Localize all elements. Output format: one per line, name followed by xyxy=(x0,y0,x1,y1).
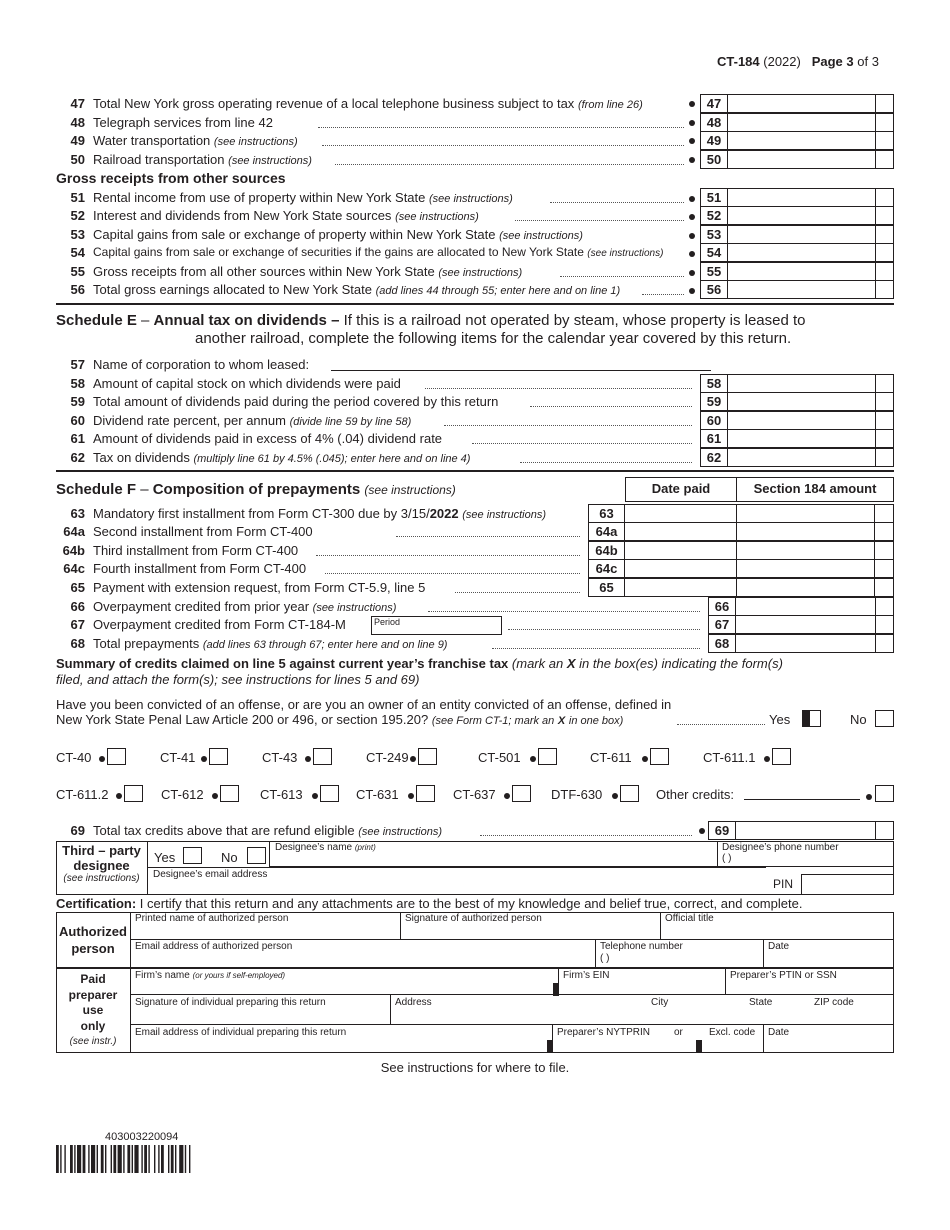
line-51-box: 51 xyxy=(700,188,728,207)
no-label: No xyxy=(850,712,867,727)
yes-checkbox[interactable] xyxy=(802,710,821,727)
summary-title: Summary of credits claimed on line 5 against current year’s franchise tax (mark an X in the box(es) indicating the form(s) xyxy=(56,656,783,671)
line-57-label: Name of corporation to whom leased: xyxy=(93,357,310,372)
line-54-cents[interactable] xyxy=(876,243,894,262)
line-51-num: 51 xyxy=(70,190,85,205)
credit-ct-41-label: CT-41 xyxy=(160,750,196,765)
line-62-num: 62 xyxy=(70,450,85,465)
credit-ct-637-checkbox[interactable] xyxy=(512,785,531,802)
conviction-question: Have you been convicted of an offense, or are you an owner of an entity convicted of an offense, defined in xyxy=(56,697,672,712)
designee-name-field[interactable]: Designee’s name (print) xyxy=(269,841,718,867)
line-58-num: 58 xyxy=(70,376,85,391)
line-65-label: Payment with extension request, from Form CT-5.9, line 5 xyxy=(93,580,426,595)
line-64c-amount[interactable] xyxy=(737,559,875,578)
line-64c-num: 64c xyxy=(63,561,85,576)
bullet xyxy=(504,793,510,799)
bullet xyxy=(689,196,695,202)
bullet xyxy=(689,120,695,126)
line-57-num: 57 xyxy=(70,357,85,372)
line-54-box: 54 xyxy=(700,243,728,262)
line-62-cents[interactable] xyxy=(876,448,894,467)
line-58-amount[interactable] xyxy=(728,374,876,393)
line-55-box: 55 xyxy=(700,262,728,281)
designee-email-field[interactable]: Designee’s email address xyxy=(148,867,766,895)
credit-ct-43-label: CT-43 xyxy=(262,750,298,765)
col-date-paid: Date paid xyxy=(625,477,737,502)
auth-phone-field[interactable]: Telephone number ( ) xyxy=(596,940,764,968)
other-credits-field[interactable] xyxy=(744,799,860,800)
line-48-label: Telegraph services from line 42 xyxy=(93,115,273,130)
line-48-cents[interactable] xyxy=(876,113,894,132)
line-50-amount[interactable] xyxy=(728,150,876,169)
ptin-field[interactable]: Preparer’s PTIN or SSN xyxy=(726,968,894,995)
leader xyxy=(530,406,692,407)
conviction-question-2: New York State Penal Law Article 200 or 496, or section 195.20? (see Form CT-1; mark an X in one box) xyxy=(56,712,624,727)
yes-label: Yes xyxy=(769,712,791,727)
line-59-amount[interactable] xyxy=(728,392,876,411)
schedule-f-header: Schedule F – Composition of prepayments (see instructions) xyxy=(56,481,456,498)
line-50-num: 50 xyxy=(70,152,85,167)
gross-receipts-heading: Gross receipts from other sources xyxy=(56,170,286,186)
line-64c-box: 64c xyxy=(588,559,625,578)
bullet xyxy=(689,270,695,276)
line-61-amount[interactable] xyxy=(728,429,876,448)
schedule-e-desc: another railroad, complete the following items for the calendar year covered by this return. xyxy=(195,330,792,347)
barcode xyxy=(56,1145,240,1173)
line-68-box: 68 xyxy=(708,634,736,653)
auth-email-field[interactable]: Email address of authorized person xyxy=(131,940,596,968)
bullet xyxy=(689,288,695,294)
line-63-cents[interactable] xyxy=(875,504,894,523)
preparer-signature-field[interactable]: Signature of individual preparing this return xyxy=(131,995,391,1025)
line-64b-amount[interactable] xyxy=(737,541,875,560)
line-49-num: 49 xyxy=(70,133,85,148)
line-66-label: Overpayment credited from prior year (see instructions) xyxy=(93,599,397,614)
line-49-box: 49 xyxy=(700,131,728,150)
other-credits-checkbox[interactable] xyxy=(875,785,894,802)
line-61-cents[interactable] xyxy=(876,429,894,448)
bullet xyxy=(689,157,695,163)
line-54-num: 54 xyxy=(70,245,85,260)
bullet xyxy=(410,756,416,762)
schedule-e-header: Schedule E – Annual tax on dividends – If this is a railroad not operated by steam, whose property is leased to xyxy=(56,312,806,329)
preparer-date-field[interactable]: Date xyxy=(768,1027,790,1038)
leader xyxy=(396,536,580,537)
credit-ct-611.2-checkbox[interactable] xyxy=(124,785,143,802)
line-67-cents[interactable] xyxy=(876,615,894,634)
leader xyxy=(492,648,700,649)
line-64a-box: 64a xyxy=(588,522,625,541)
line-63-label: Mandatory first installment from Form CT-300 due by 3/15/2022 (see instructions) xyxy=(93,506,546,521)
bullet xyxy=(312,793,318,799)
credit-ct-631-checkbox[interactable] xyxy=(416,785,435,802)
line-64c-cents[interactable] xyxy=(875,559,894,578)
bullet xyxy=(699,828,705,834)
credit-ct-43-checkbox[interactable] xyxy=(313,748,332,765)
line-51-cents[interactable] xyxy=(876,188,894,207)
line-66-num: 66 xyxy=(70,599,85,614)
preparer-address-field[interactable]: Address City State ZIP code xyxy=(391,995,894,1025)
line-53-amount[interactable] xyxy=(728,225,876,244)
leader xyxy=(318,127,684,128)
line-60-num: 60 xyxy=(70,413,85,428)
col-section-184-amount: Section 184 amount xyxy=(736,477,894,502)
line-52-box: 52 xyxy=(700,206,728,225)
leader xyxy=(677,724,765,725)
line-56-cents[interactable] xyxy=(876,280,894,299)
line-64b-box: 64b xyxy=(588,541,625,560)
auth-date-field[interactable]: Date xyxy=(768,941,790,952)
credit-dtf-630-label: DTF-630 xyxy=(551,787,603,802)
leader xyxy=(515,220,684,221)
certification: Certification: I certify that this return and any attachments are to the best of my knowledge and belief true, correct, and complete. xyxy=(56,896,803,911)
credit-ct-249-checkbox[interactable] xyxy=(418,748,437,765)
line-52-amount[interactable] xyxy=(728,206,876,225)
line-66-cents[interactable] xyxy=(876,597,894,616)
page-header: CT-184 (2022) Page 3 of 3 xyxy=(717,54,879,69)
line-68-label: Total prepayments (add lines 63 through 67; enter here and on line 9) xyxy=(93,636,448,651)
bullet xyxy=(689,101,695,107)
line-64a-num: 64a xyxy=(63,524,85,539)
line-53-box: 53 xyxy=(700,225,728,244)
leader xyxy=(428,611,700,612)
line-67-amount[interactable] xyxy=(736,615,876,634)
line-69-box: 69 xyxy=(708,821,736,840)
leader xyxy=(322,145,684,146)
designee-yes-label: Yes xyxy=(154,850,176,865)
line-60-amount[interactable] xyxy=(728,411,876,430)
line-62-amount[interactable] xyxy=(728,448,876,467)
line-47-amount[interactable] xyxy=(728,94,876,113)
line-58-label: Amount of capital stock on which dividends were paid xyxy=(93,376,401,391)
leader xyxy=(550,202,684,203)
bullet xyxy=(530,756,536,762)
bullet xyxy=(116,793,122,799)
line-55-cents[interactable] xyxy=(876,262,894,281)
bullet xyxy=(408,793,414,799)
where-to-file: See instructions for where to file. xyxy=(380,1060,570,1075)
bullet xyxy=(201,756,207,762)
line-61-label: Amount of dividends paid in excess of 4% (.04) dividend rate xyxy=(93,431,443,446)
bullet xyxy=(689,233,695,239)
credit-ct-612-checkbox[interactable] xyxy=(220,785,239,802)
designee-title: Third – party designee (see instructions) xyxy=(56,841,148,895)
marker xyxy=(696,1040,702,1053)
line-64a-amount[interactable] xyxy=(737,522,875,541)
line-64c-date[interactable] xyxy=(625,559,737,578)
bullet xyxy=(689,214,695,220)
line-52-cents[interactable] xyxy=(876,206,894,225)
leader xyxy=(335,164,684,165)
line-60-label: Dividend rate percent, per annum (divide line 59 by line 58) xyxy=(93,413,412,428)
line-69-num: 69 xyxy=(70,823,85,838)
line-66-box: 66 xyxy=(708,597,736,616)
line-57-field[interactable] xyxy=(331,370,711,371)
line-53-label: Capital gains from sale or exchange of property within New York State (see instructions) xyxy=(93,227,583,242)
leader xyxy=(316,555,580,556)
leader xyxy=(520,462,692,463)
line-55-label: Gross receipts from all other sources within New York State (see instructions) xyxy=(93,264,523,279)
line-56-box: 56 xyxy=(700,280,728,299)
designee-no-label: No xyxy=(221,850,238,865)
pin-label: PIN xyxy=(773,877,794,891)
period-field[interactable]: Period xyxy=(371,616,502,635)
credit-ct-249-label: CT-249 xyxy=(366,750,409,765)
no-checkbox[interactable] xyxy=(875,710,894,727)
credit-ct-611.1-checkbox[interactable] xyxy=(772,748,791,765)
bullet xyxy=(866,794,872,800)
credit-ct-611-checkbox[interactable] xyxy=(650,748,669,765)
line-65-date[interactable] xyxy=(625,578,737,597)
line-68-num: 68 xyxy=(70,636,85,651)
line-56-amount[interactable] xyxy=(728,280,876,299)
leader xyxy=(325,573,580,574)
designee-phone-field[interactable]: Designee’s phone number ( ) xyxy=(718,841,894,867)
line-59-box: 59 xyxy=(700,392,728,411)
line-64a-date[interactable] xyxy=(625,522,737,541)
firm-name-field[interactable]: Firm’s name (or yours if self-employed) xyxy=(131,968,559,995)
line-62-label: Tax on dividends (multiply line 61 by 4.5% (.045); enter here and on line 4) xyxy=(93,450,471,465)
line-64b-num: 64b xyxy=(62,543,85,558)
line-47-box: 47 xyxy=(700,94,728,113)
line-48-amount[interactable] xyxy=(728,113,876,132)
printed-name-field[interactable]: Printed name of authorized person xyxy=(131,912,401,940)
bullet xyxy=(642,756,648,762)
designee-no-checkbox[interactable] xyxy=(247,847,266,864)
line-58-cents[interactable] xyxy=(876,374,894,393)
credit-ct-613-checkbox[interactable] xyxy=(320,785,339,802)
line-64c-label: Fourth installment from Form CT-400 xyxy=(93,561,307,576)
line-63-num: 63 xyxy=(70,506,85,521)
line-48-box: 48 xyxy=(700,113,728,132)
designee-yes-checkbox[interactable] xyxy=(183,847,202,864)
line-61-box: 61 xyxy=(700,429,728,448)
line-51-label: Rental income from use of property within New York State (see instructions) xyxy=(93,190,513,205)
line-64b-cents[interactable] xyxy=(875,541,894,560)
credit-ct-613-label: CT-613 xyxy=(260,787,303,802)
credit-ct-41-checkbox[interactable] xyxy=(209,748,228,765)
credit-ct-611.1-label: CT-611.1 xyxy=(703,750,756,765)
line-63-box: 63 xyxy=(588,504,625,523)
line-66-amount[interactable] xyxy=(736,597,876,616)
divider xyxy=(56,303,894,305)
line-62-box: 62 xyxy=(700,448,728,467)
divider xyxy=(56,470,894,472)
line-64b-label: Third installment from Form CT-400 xyxy=(93,543,299,558)
line-64a-cents[interactable] xyxy=(875,522,894,541)
line-56-num: 56 xyxy=(70,282,85,297)
line-49-cents[interactable] xyxy=(876,131,894,150)
leader xyxy=(444,425,692,426)
pin-field[interactable] xyxy=(801,874,894,895)
line-54-label: Capital gains from sale or exchange of securities if the gains are allocated to New York State (see instructions) xyxy=(93,245,664,259)
nytprin-field[interactable]: Preparer’s NYTPRIN or Excl. code xyxy=(553,1025,764,1053)
line-65-amount[interactable] xyxy=(737,578,875,597)
line-63-amount[interactable] xyxy=(737,504,875,523)
credit-ct-611.2-label: CT-611.2 xyxy=(56,787,109,802)
line-59-cents[interactable] xyxy=(876,392,894,411)
line-52-label: Interest and dividends from New York State sources (see instructions) xyxy=(93,208,479,223)
line-52-num: 52 xyxy=(70,208,85,223)
authorized-title: Authorized person xyxy=(56,912,131,968)
line-55-amount[interactable] xyxy=(728,262,876,281)
credit-ct-40-label: CT-40 xyxy=(56,750,92,765)
signature-field[interactable]: Signature of authorized person xyxy=(401,912,661,940)
leader xyxy=(455,592,580,593)
line-49-amount[interactable] xyxy=(728,131,876,150)
preparer-email-field[interactable]: Email address of individual preparing this return xyxy=(131,1025,553,1053)
other-credits-label: Other credits: xyxy=(656,787,735,802)
leader xyxy=(472,443,692,444)
line-50-cents[interactable] xyxy=(876,150,894,169)
line-49-label: Water transportation (see instructions) xyxy=(93,133,298,148)
line-64a-label: Second installment from Form CT-400 xyxy=(93,524,313,539)
line-68-cents[interactable] xyxy=(876,634,894,653)
credit-ct-611-label: CT-611 xyxy=(590,750,632,765)
credit-ct-631-label: CT-631 xyxy=(356,787,399,802)
bullet xyxy=(689,138,695,144)
line-60-box: 60 xyxy=(700,411,728,430)
preparer-title: Paid preparer use only (see instr.) xyxy=(56,968,131,1053)
leader xyxy=(642,294,684,295)
line-56-label: Total gross earnings allocated to New York State (add lines 44 through 55; enter here and on line 1) xyxy=(93,282,621,297)
leader xyxy=(560,276,684,277)
line-47-cents[interactable] xyxy=(876,94,894,113)
line-59-num: 59 xyxy=(70,394,85,409)
leader xyxy=(508,629,700,630)
bullet xyxy=(612,793,618,799)
line-61-num: 61 xyxy=(70,431,85,446)
line-59-label: Total amount of dividends paid during the period covered by this return xyxy=(93,394,499,409)
line-68-amount[interactable] xyxy=(736,634,876,653)
line-69-cents[interactable] xyxy=(876,821,894,840)
line-48-num: 48 xyxy=(70,115,85,130)
line-50-box: 50 xyxy=(700,150,728,169)
line-53-num: 53 xyxy=(70,227,85,242)
credit-ct-40-checkbox[interactable] xyxy=(107,748,126,765)
bullet xyxy=(99,756,105,762)
line-58-box: 58 xyxy=(700,374,728,393)
line-51-amount[interactable] xyxy=(728,188,876,207)
bullet xyxy=(689,251,695,257)
line-65-cents[interactable] xyxy=(875,578,894,597)
line-55-num: 55 xyxy=(70,264,85,279)
credit-ct-637-label: CT-637 xyxy=(453,787,496,802)
line-63-date[interactable] xyxy=(625,504,737,523)
line-65-box: 65 xyxy=(588,578,625,597)
line-69-amount[interactable] xyxy=(736,821,876,840)
bullet xyxy=(305,756,311,762)
bullet xyxy=(212,793,218,799)
line-47-num: 47 xyxy=(70,96,85,111)
line-53-cents[interactable] xyxy=(876,225,894,244)
credit-ct-612-label: CT-612 xyxy=(161,787,204,802)
line-67-num: 67 xyxy=(70,617,85,632)
line-65-num: 65 xyxy=(70,580,85,595)
line-67-box: 67 xyxy=(708,615,736,634)
official-title-field[interactable]: Official title xyxy=(661,912,894,940)
line-60-cents[interactable] xyxy=(876,411,894,430)
bullet xyxy=(764,756,770,762)
leader xyxy=(480,835,692,836)
credit-ct-501-checkbox[interactable] xyxy=(538,748,557,765)
barcode-number: 403003220094 xyxy=(105,1131,179,1143)
leader xyxy=(425,388,692,389)
line-67-label: Overpayment credited from Form CT-184-M xyxy=(93,617,346,632)
credit-dtf-630-checkbox[interactable] xyxy=(620,785,639,802)
line-54-amount[interactable] xyxy=(728,243,876,262)
summary-note: filed, and attach the form(s); see instructions for lines 5 and 69) xyxy=(56,672,420,687)
credit-ct-501-label: CT-501 xyxy=(478,750,521,765)
line-50-label: Railroad transportation (see instructions) xyxy=(93,152,312,167)
line-64b-date[interactable] xyxy=(625,541,737,560)
line-69-label: Total tax credits above that are refund eligible (see instructions) xyxy=(93,823,442,838)
firm-ein-field[interactable]: Firm’s EIN xyxy=(559,968,726,995)
line-47-label: Total New York gross operating revenue of a local telephone business subject to tax (from line 26) xyxy=(93,96,643,111)
